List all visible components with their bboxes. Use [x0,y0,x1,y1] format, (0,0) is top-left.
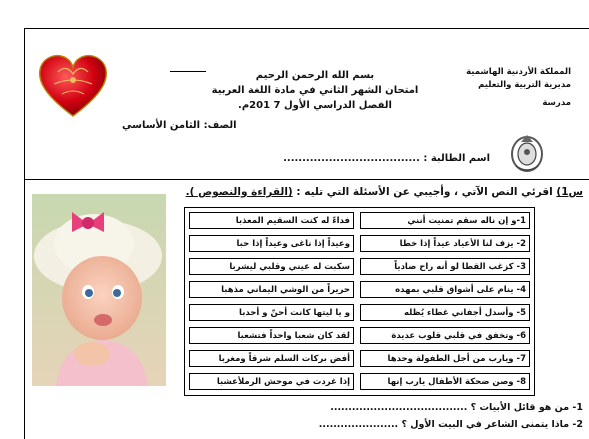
poem-second-hemistich: سكبت له عيني وقلبي ليشربا [189,258,354,275]
poem-row [185,371,534,393]
signature-line [170,71,206,72]
poem-row [185,210,534,232]
poem-second-hemistich: أفض بركات السلم شرقاً ومغربا [189,350,354,367]
student-name-field[interactable]: اسم الطالبة : .................................... [283,153,490,164]
kingdom-label: المملكة الأردنية الهاشمية [466,67,571,77]
sub-question-1[interactable]: 1- من هو قائل الأبيات ؟ ...................................... [330,402,583,413]
semester-label: الفصل الدراسي الأول 7 201م. [238,100,392,111]
poem-second-hemistich: فداءً له كنت السقيم المعذبا [189,212,354,229]
question-number: س1) [556,186,583,198]
poem-first-hemistich: 7- ويارب من أجل الطفولة وحدها [360,350,530,367]
jordan-emblem-icon [504,130,550,176]
header-right [461,66,571,110]
school-label: مدرسة [542,98,571,108]
poem-first-hemistich: 4- ينام على أشواق قلبي بمهده [360,281,530,298]
header-center [210,68,420,113]
poem-first-hemistich: 6- وتخفق في قلبي قلوب عديدة [360,327,530,344]
basmala: بسم الله الرحمن الرحيم [255,70,375,81]
poem-first-hemistich: 5- وأسدل أجفاني غطاء يُظله [360,304,530,321]
poem-first-hemistich: 3- كزغب القطا لو أنه راح صادياً [360,258,530,275]
directorate-label: مديرية التربية والتعليم [478,80,571,90]
heart-icon [36,50,110,120]
grade-label: الصف: الثامن الأساسي [122,120,237,131]
baby-photo [32,194,166,386]
poem-second-hemistich: وعيداً إذا ناغى وعيداً إذا حبا [189,235,354,252]
poem-second-hemistich: و يا ليتها كانت أحنّ و أحدبا [189,304,354,321]
poem-row [185,302,534,324]
poem-table [184,207,535,396]
sub-question-2[interactable]: 2- ماذا يتمنى الشاعر في البيت الأول ؟ ...................... [318,419,583,430]
poem-first-hemistich: 1-و إن ناله سقم تمنيت أنني [360,212,530,229]
poem-row [185,348,534,370]
header-separator [24,179,589,180]
poem-second-hemistich: لقد كان شعبا واحداً فتشعبا [189,327,354,344]
poem-row [185,233,534,255]
poem-second-hemistich: حريراً من الوشي اليماني مذهبا [189,281,354,298]
poem-row [185,279,534,301]
poem-first-hemistich: 8- وصن ضحكة الأطفال يارب إنها [360,373,530,390]
poem-row [185,325,534,347]
poem-row [185,256,534,278]
exam-title: امتحان الشهر الثاني في مادة اللغة العربية [211,85,419,96]
question-text: اقرئي النص الآتي ، وأجيبي عن الأسئلة التي تليه : [296,186,553,198]
poem-first-hemistich: 2- يزف لنا الأعياد عيداً إذا خطا [360,235,530,252]
poem-second-hemistich: إذا غردت في موحش الرملأعشبا [189,373,354,390]
question-skill: (القراءة والنصوص ). [185,186,293,198]
